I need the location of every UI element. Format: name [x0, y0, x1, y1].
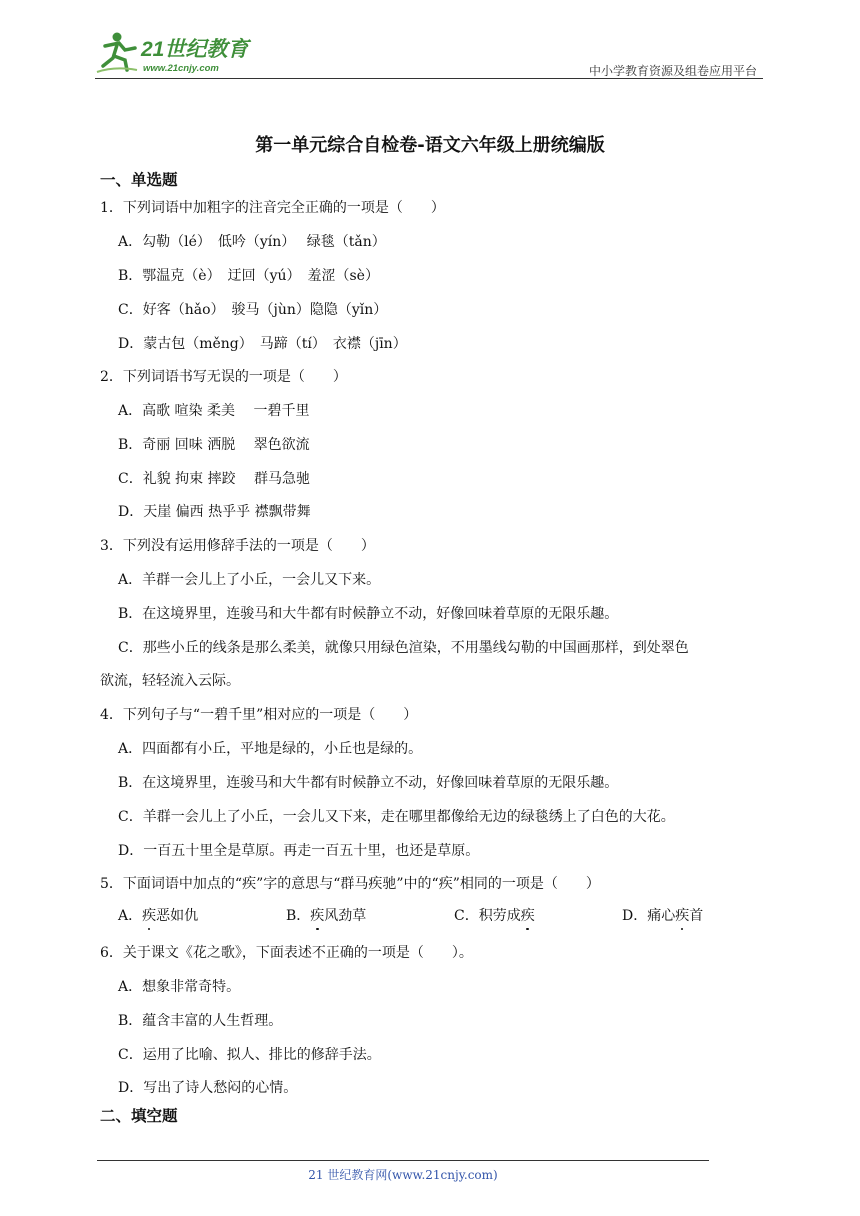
question-6-option-b: B．蕴含丰富的人生哲理。	[118, 1013, 283, 1029]
question-1-option-b: B．鄂温克（è） 迂回（yú） 羞涩（sè）	[118, 268, 379, 284]
question-2-option-d: D．天崖 偏西 热乎乎 襟飘带舞	[118, 504, 311, 520]
runner-icon	[97, 33, 137, 73]
emphasis-dot-char: 疾	[521, 905, 535, 925]
question-6-stem: 6．关于课文《花之歌》，下面表述不正确的一项是（ ）。	[100, 945, 473, 961]
question-1-option-d: D．蒙古包（měng） 马蹄（tí） 衣襟（jīn）	[118, 336, 407, 352]
section-title-fill-in: 二、填空题	[100, 1107, 178, 1125]
logo-url: www.21cnjy.com	[143, 63, 219, 74]
question-4-stem: 4．下列句子与“一碧千里”相对应的一项是（ ）	[100, 707, 418, 723]
question-5-option-c: C．积劳成疾	[454, 905, 535, 925]
emphasis-dot-char: 疾	[310, 905, 324, 925]
question-1-stem: 1．下列词语中加粗字的注音完全正确的一项是（ ）	[100, 200, 445, 216]
question-4-option-d: D．一百五十里全是草原。再走一百五十里，也还是草原。	[118, 843, 480, 859]
emphasis-dot-char: 疾	[142, 905, 156, 925]
question-5-option-a: A．疾恶如仇	[118, 905, 198, 925]
21cnjy-logo	[95, 30, 265, 76]
header-divider	[95, 78, 763, 79]
question-2-option-b: B．奇丽 回味 洒脱 翠色欲流	[118, 437, 310, 453]
section-title-single-choice: 一、单选题	[100, 171, 178, 189]
footer-divider	[97, 1160, 709, 1161]
question-3-option-c: C．那些小丘的线条是那么柔美，就像只用绿色渲染，不用墨线勾勒的中国画那样，到处翠色	[118, 640, 689, 656]
emphasis-dot-char: 疾	[675, 905, 689, 925]
question-6-option-c: C．运用了比喻、拟人、排比的修辞手法。	[118, 1047, 381, 1063]
question-3-option-a: A．羊群一会儿上了小丘，一会儿又下来。	[118, 572, 381, 588]
question-4-option-c: C．羊群一会儿上了小丘，一会儿又下来，走在哪里都像给无边的绿毯绣上了白色的大花。	[118, 809, 675, 825]
question-6-option-d: D．写出了诗人愁闷的心情。	[118, 1080, 298, 1096]
question-3-stem: 3．下列没有运用修辞手法的一项是（ ）	[100, 538, 375, 554]
question-5-option-d: D．痛心疾首	[622, 905, 703, 925]
question-5-option-b: B．疾风劲草	[286, 905, 366, 925]
page-title: 第一单元综合自检卷-语文六年级上册统编版	[255, 135, 605, 156]
question-1-option-a: A．勾勒（lé） 低吟（yín） 绿毯（tǎn）	[118, 234, 386, 250]
question-3-option-b: B．在这境界里，连骏马和大牛都有时候静立不动，好像回味着草原的无限乐趣。	[118, 606, 619, 622]
footer-link[interactable]: 21 世纪教育网(www.21cnjy.com)	[308, 1168, 498, 1182]
question-6-option-a: A．想象非常奇特。	[118, 979, 241, 995]
question-1-option-c: C．好客（hǎo） 骏马（jùn）隐隐（yǐn）	[118, 302, 388, 318]
page-header	[95, 30, 763, 80]
question-4-option-a: A．四面都有小丘，平地是绿的，小丘也是绿的。	[118, 741, 423, 757]
platform-name: 中小学教育资源及组卷应用平台	[588, 64, 757, 78]
question-2-stem: 2．下列词语书写无误的一项是（ ）	[100, 369, 347, 385]
question-2-option-c: C．礼貌 拘束 摔跤 群马急驰	[118, 471, 311, 487]
question-2-option-a: A．高歌 喧染 柔美 一碧千里	[118, 403, 310, 419]
logo-text: 21世纪教育	[141, 38, 249, 61]
question-5-stem: 5．下面词语中加点的“疾”字的意思与“群马疾驰”中的“疾”相同的一项是（ ）	[100, 876, 600, 892]
question-3-option-c-continuation: 欲流，轻轻流入云际。	[100, 673, 240, 689]
question-4-option-b: B．在这境界里，连骏马和大牛都有时候静立不动，好像回味着草原的无限乐趣。	[118, 775, 619, 791]
